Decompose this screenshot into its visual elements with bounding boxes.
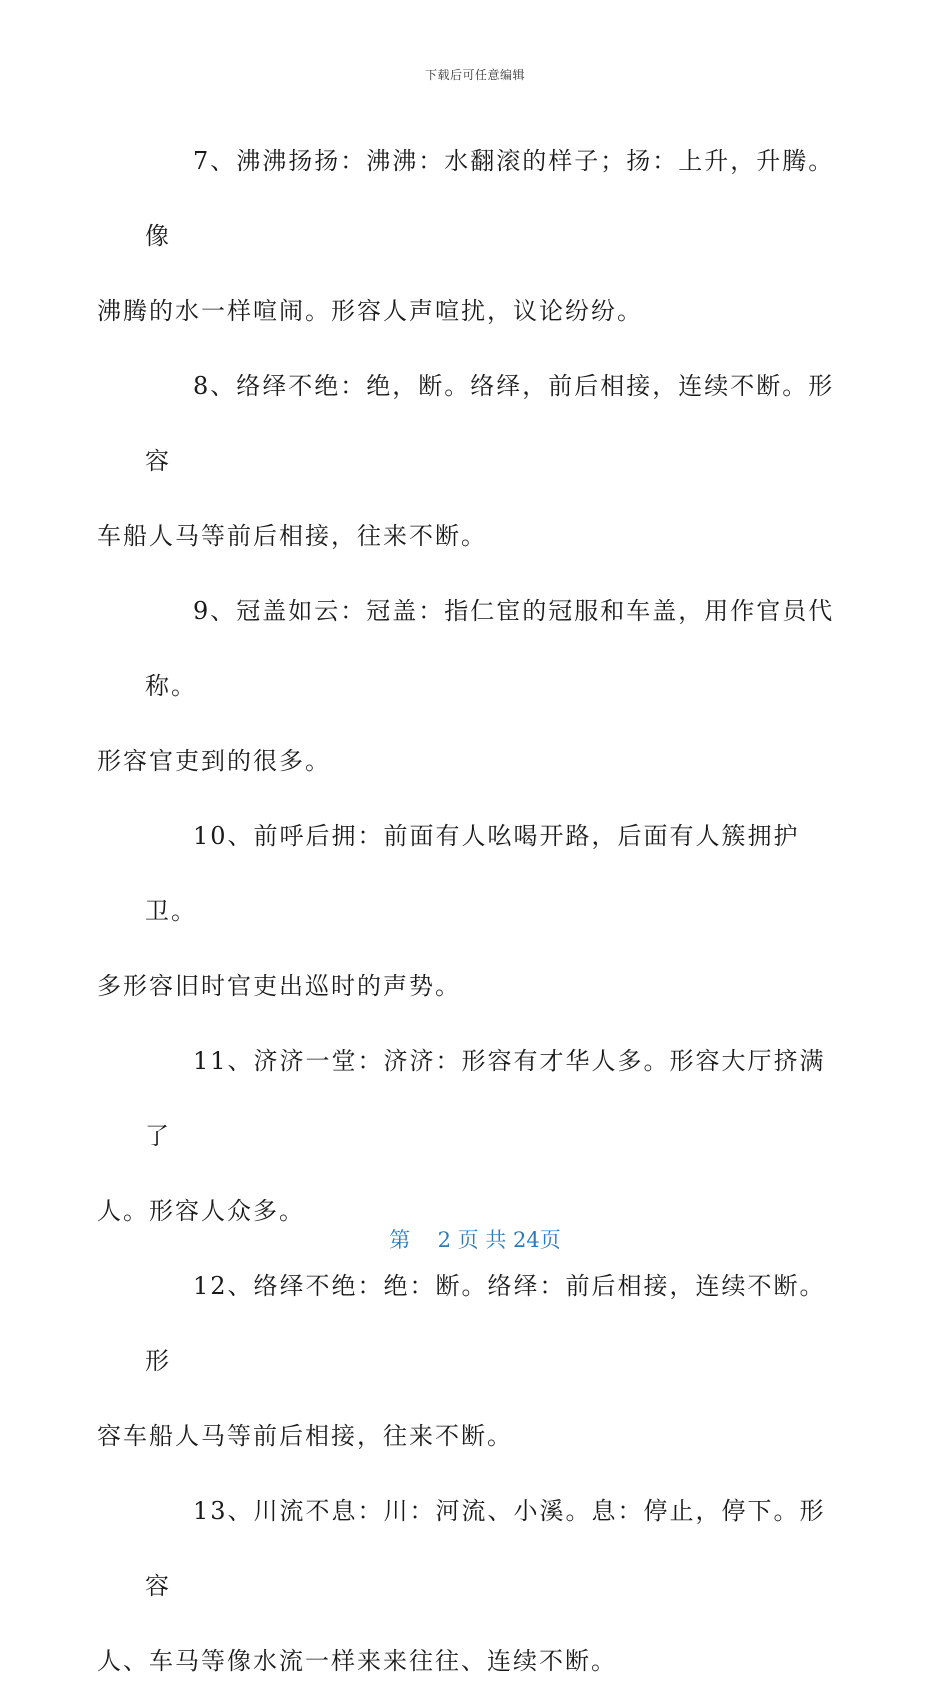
paragraph-8 [97,349,835,574]
paragraph-12-line-2: 容车船人马等前后相接，往来不断。 [97,1422,513,1450]
page-number-footer [0,1224,950,1254]
header-note: 下载后可任意编辑 [424,68,525,82]
paragraph-7-line-2: 沸腾的水一样喧闹。形容人声喧扰，议论纷纷。 [97,297,643,325]
paragraph-8-line-2: 车船人马等前后相接，往来不断。 [97,522,487,550]
document-body [97,124,835,1699]
paragraph-11-line-1: 11、济济一堂：济济：形容有才华人多。形容大厅挤满了 [145,1047,826,1150]
paragraph-13-line-2: 人、车马等像水流一样来来往往、连续不断。 [97,1647,617,1675]
paragraph-10 [97,799,835,1024]
paragraph-9-line-2: 形容官吏到的很多。 [97,747,331,775]
footer-prefix: 第 [389,1228,411,1252]
footer-total-pages: 24 [513,1228,540,1252]
paragraph-10-line-2: 多形容旧时官吏出巡时的声势。 [97,972,461,1000]
paragraph-8-line-1: 8、络绎不绝：绝，断。络绎，前后相接，连续不断。形容 [145,372,835,475]
paragraph-11 [97,1024,835,1249]
paragraph-12-line-1: 12、络绎不绝：绝：断。络绎：前后相接，连续不断。形 [145,1272,826,1375]
footer-current-page: 2 [437,1228,451,1252]
paragraph-7 [97,124,835,349]
paragraph-7-line-1: 7、沸沸扬扬：沸沸：水翻滚的样子；扬：上升，升腾。像 [145,147,835,250]
paragraph-13 [97,1474,835,1699]
footer-middle: 页 共 [457,1228,507,1252]
paragraph-13-line-1: 13、川流不息：川：河流、小溪。息：停止，停下。形容 [145,1497,826,1600]
footer-suffix: 页 [539,1228,561,1252]
paragraph-9-line-1: 9、冠盖如云：冠盖：指仁宦的冠服和车盖，用作官员代称。 [145,597,835,700]
paragraph-11-line-2: 人。形容人众多。 [97,1197,305,1225]
paragraph-12 [97,1249,835,1474]
paragraph-10-line-1: 10、前呼后拥：前面有人吆喝开路，后面有人簇拥护卫。 [145,822,800,925]
paragraph-9 [97,574,835,799]
